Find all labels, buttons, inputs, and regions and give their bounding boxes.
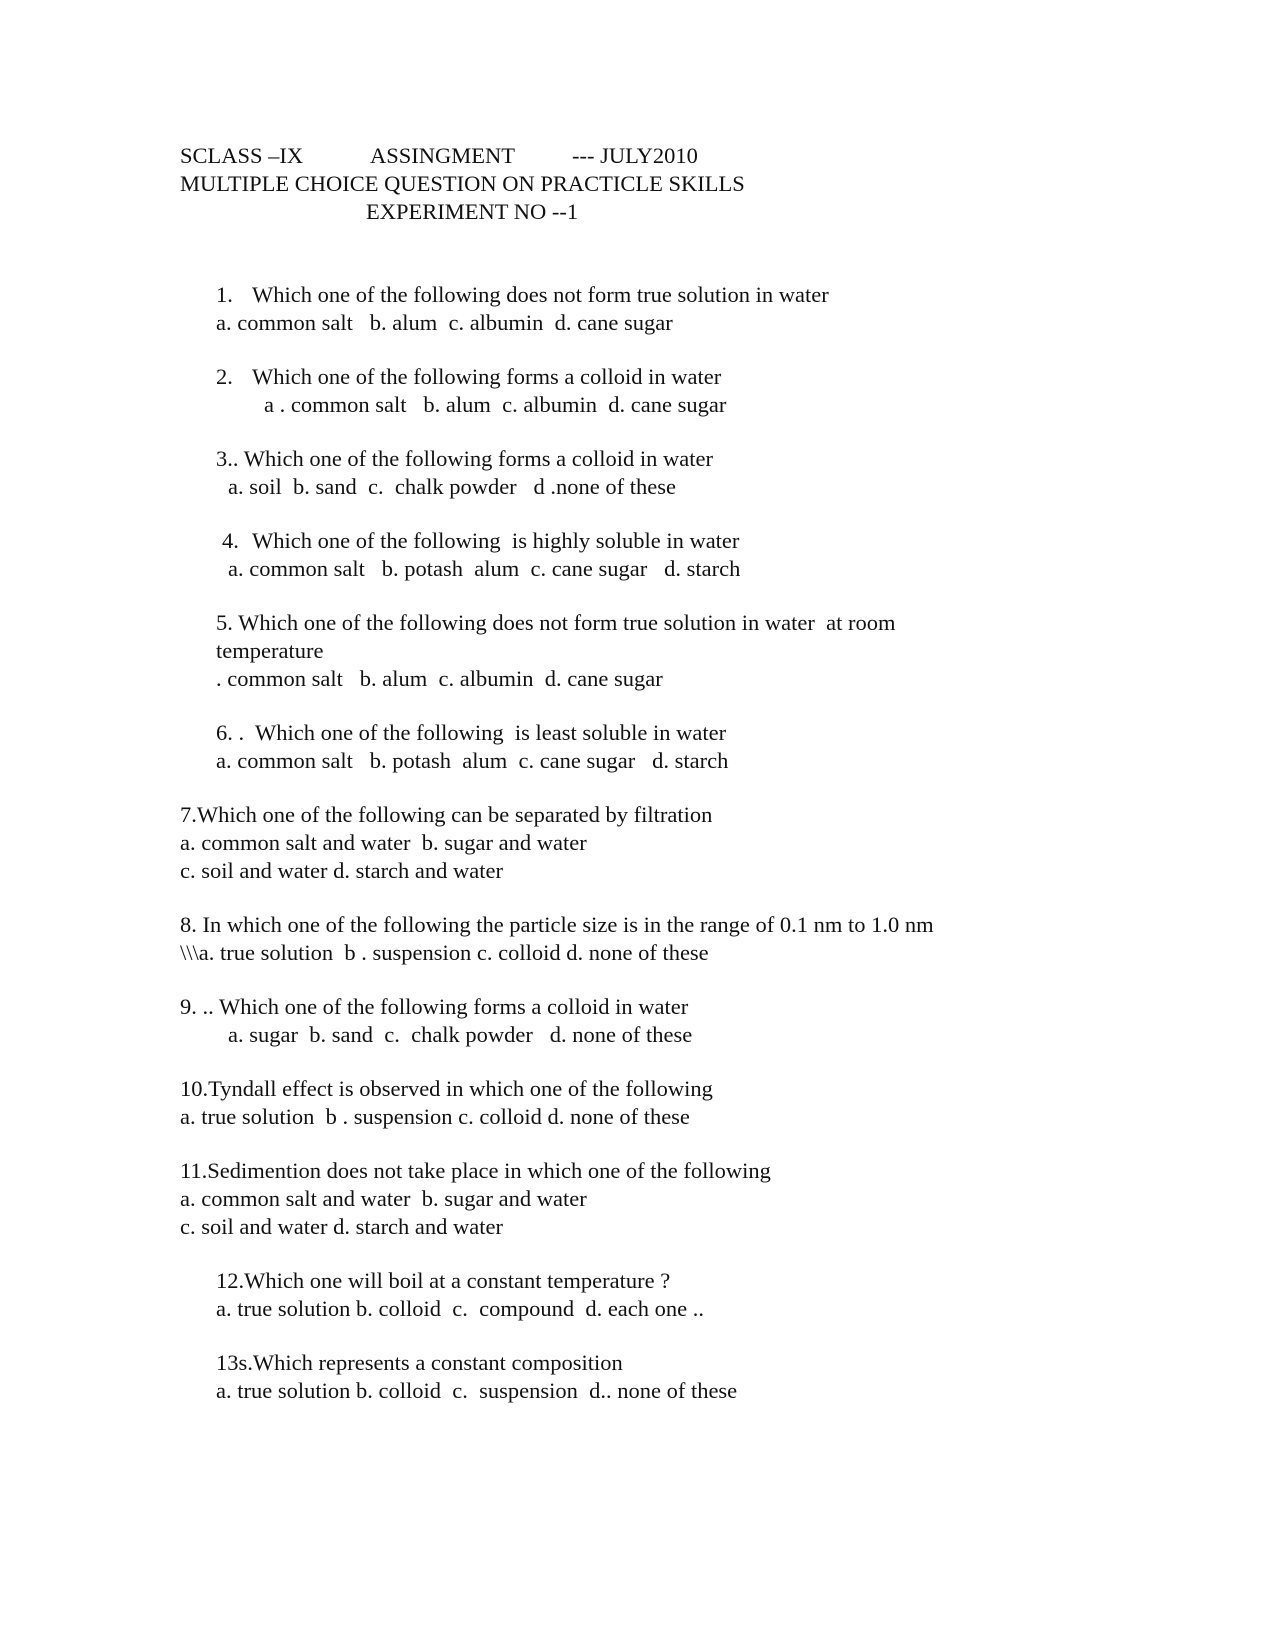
question-text-continued: temperature [216, 638, 324, 663]
question-options-continued: c. soil and water d. starch and water [180, 1214, 503, 1239]
question-options: a. true solution b. colloid c. suspension d.. none of these [216, 1378, 738, 1403]
question-text: 5. Which one of the following does not form true solution in water at room [216, 610, 896, 635]
question-options: a. sugar b. sand c. chalk powder d. none of these [228, 1022, 693, 1047]
header-class: SCLASS –IX [180, 143, 304, 168]
question-options: a . common salt b. alum c. albumin d. cane sugar [264, 392, 727, 417]
question-options: \\\a. true solution b . suspension c. colloid d. none of these [180, 940, 709, 965]
question-options: a. common salt b. potash alum c. cane sugar d. starch [216, 748, 729, 773]
question-text: 7.Which one of the following can be separated by filtration [180, 802, 713, 827]
question-text: 8. In which one of the following the particle size is in the range of 0.1 nm to 1.0 nm [180, 912, 934, 937]
question-options: a. common salt and water b. sugar and water [180, 830, 587, 855]
question-number: 4. [222, 528, 239, 553]
question-text: 10.Tyndall effect is observed in which one of the following [180, 1076, 713, 1101]
question-options-continued: c. soil and water d. starch and water [180, 858, 503, 883]
question-text: 6. . Which one of the following is least soluble in water [216, 720, 727, 745]
question-text: 13s.Which represents a constant composition [216, 1350, 623, 1375]
question-number: 2. [216, 364, 233, 389]
header-date: --- JULY2010 [572, 143, 698, 168]
question-options: a. common salt b. alum c. albumin d. cane sugar [216, 310, 673, 335]
question-options: a. soil b. sand c. chalk powder d .none of these [228, 474, 677, 499]
question-options: . common salt b. alum c. albumin d. cane sugar [216, 666, 663, 691]
question-options: a. true solution b. colloid c. compound d. each one .. [216, 1296, 705, 1321]
question-text: Which one of the following forms a colloid in water [252, 364, 722, 389]
question-text: 12.Which one will boil at a constant temperature ? [216, 1268, 671, 1293]
question-text: Which one of the following does not form true solution in water [252, 282, 829, 307]
question-text: 11.Sedimention does not take place in which one of the following [180, 1158, 771, 1183]
question-options: a. common salt and water b. sugar and water [180, 1186, 587, 1211]
question-text: Which one of the following is highly soluble in water [252, 528, 740, 553]
header-assignment: ASSINGMENT [370, 143, 516, 168]
question-options: a. common salt b. potash alum c. cane sugar d. starch [228, 556, 741, 581]
question-options: a. true solution b . suspension c. colloid d. none of these [180, 1104, 690, 1129]
header-experiment: EXPERIMENT NO --1 [366, 199, 579, 224]
header-subtitle: MULTIPLE CHOICE QUESTION ON PRACTICLE SKILLS [180, 171, 745, 196]
question-number: 1. [216, 282, 233, 307]
question-text: 9. .. Which one of the following forms a colloid in water [180, 994, 689, 1019]
question-text: 3.. Which one of the following forms a colloid in water [216, 446, 713, 471]
